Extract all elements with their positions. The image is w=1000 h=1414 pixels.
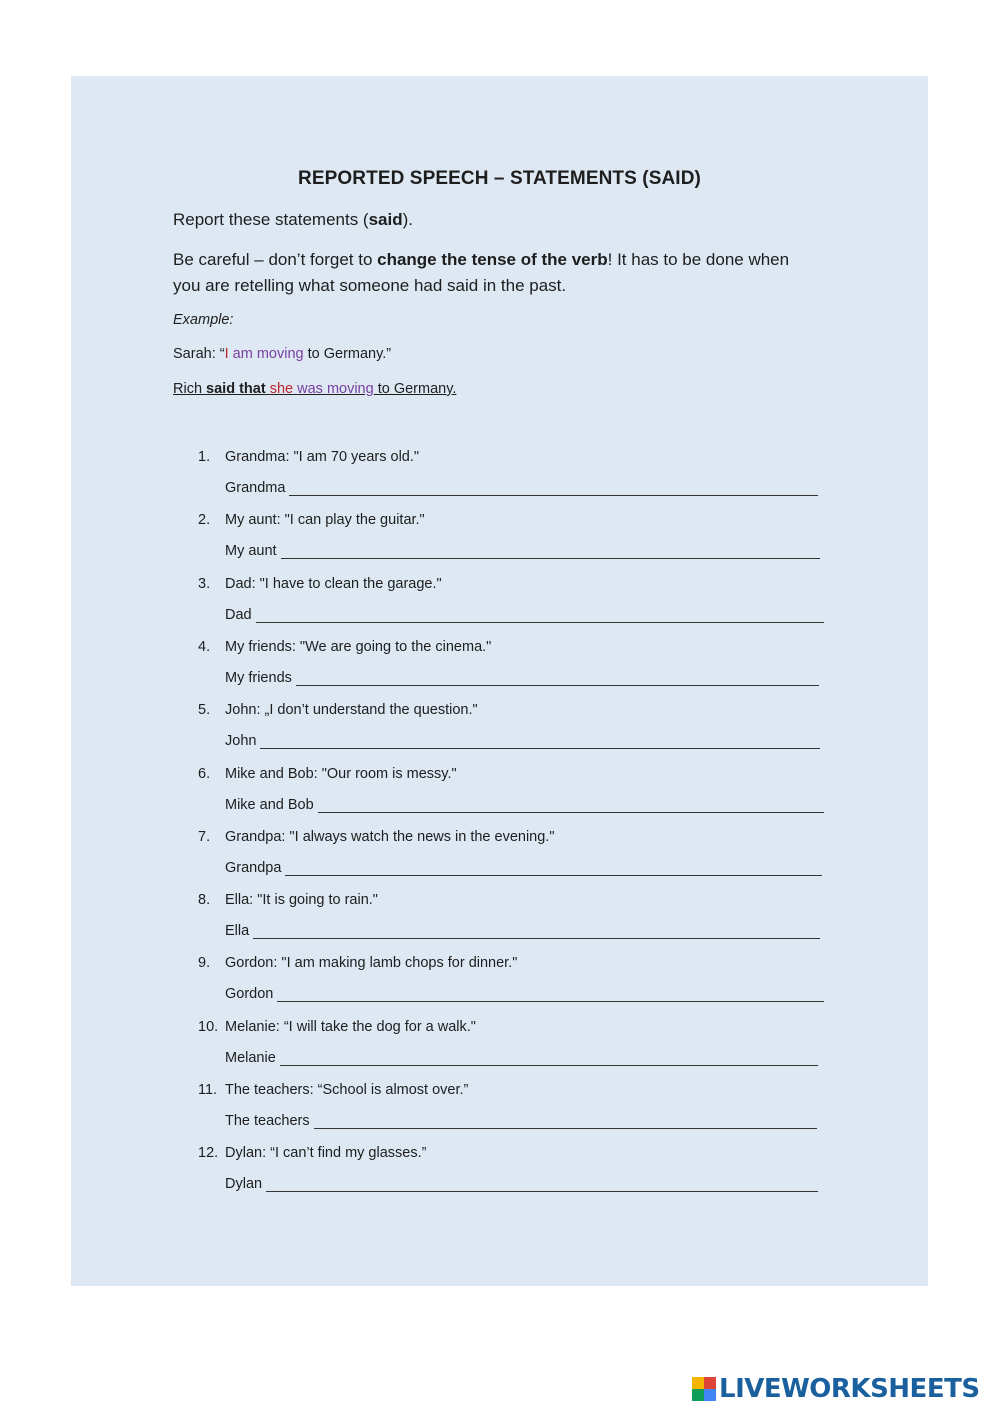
question-text: John: „I don’t understand the question." xyxy=(225,702,478,719)
liveworksheets-logo-icon xyxy=(692,1377,716,1401)
question-text: Gordon: "I am making lamb chops for dinner." xyxy=(225,955,518,972)
item-number: 11. xyxy=(198,1082,218,1098)
question-text: Grandpa: "I always watch the news in the evening." xyxy=(225,828,555,845)
question-text: Mike and Bob: "Our room is messy." xyxy=(225,765,457,782)
answer-row xyxy=(225,607,824,623)
exercise-question xyxy=(198,512,425,528)
item-number: 2. xyxy=(198,512,211,529)
question-text: My friends: "We are going to the cinema." xyxy=(225,638,492,655)
question-text: Ella: "It is going to rain." xyxy=(225,892,378,909)
logo-text: LIVEWORKSHEETS xyxy=(719,1374,980,1404)
answer-blank[interactable] xyxy=(260,733,820,749)
answer-prompt: The teachers xyxy=(225,1113,310,1129)
answer-row xyxy=(225,480,818,496)
exercise-question xyxy=(198,702,478,718)
answer-row xyxy=(225,733,820,749)
exercise-question xyxy=(198,1019,476,1035)
tense-note: Be careful – don’t forget to change the tense of the verb! It has to be done when you are retelling what someone had said in the past. xyxy=(173,250,790,295)
answer-blank[interactable] xyxy=(289,480,818,496)
question-text: The teachers: “School is almost over.” xyxy=(225,1082,469,1098)
item-number: 6. xyxy=(198,765,211,782)
answer-blank[interactable] xyxy=(266,1176,818,1192)
item-number: 9. xyxy=(198,955,211,972)
question-text: Melanie: “I will take the dog for a walk." xyxy=(225,1018,476,1035)
answer-blank[interactable] xyxy=(253,923,820,939)
example-label: Example: xyxy=(173,312,234,328)
item-number: 12. xyxy=(198,1145,219,1162)
question-text: My aunt: "I can play the guitar." xyxy=(225,512,425,529)
answer-blank[interactable] xyxy=(285,860,822,876)
answer-prompt: Dylan xyxy=(225,1176,263,1193)
exercise-question xyxy=(198,1145,426,1161)
answer-prompt: Mike and Bob xyxy=(225,796,314,813)
item-number: 1. xyxy=(198,449,211,465)
item-number: 8. xyxy=(198,892,211,909)
exercise-question xyxy=(198,639,491,655)
exercise-question xyxy=(198,766,457,782)
answer-blank[interactable] xyxy=(256,607,824,623)
item-number: 10. xyxy=(198,1018,219,1035)
item-number: 3. xyxy=(198,575,211,592)
answer-blank[interactable] xyxy=(277,986,824,1002)
answer-blank[interactable] xyxy=(281,543,820,559)
answer-row xyxy=(225,923,820,939)
answer-blank[interactable] xyxy=(314,1113,817,1129)
item-number: 5. xyxy=(198,702,211,719)
answer-blank[interactable] xyxy=(296,670,819,686)
instruction-text: Report these statements (said). xyxy=(173,210,414,229)
exercise-question xyxy=(198,892,378,908)
exercise-question xyxy=(198,1082,468,1098)
exercise-question xyxy=(198,829,554,845)
exercise-question xyxy=(198,449,419,465)
item-number: 4. xyxy=(198,638,211,655)
answer-row xyxy=(225,543,820,559)
answer-prompt: My aunt xyxy=(225,543,277,560)
answer-row xyxy=(225,797,824,813)
question-text: Dylan: “I can’t find my glasses.” xyxy=(225,1145,427,1162)
answer-prompt: John xyxy=(225,733,257,750)
answer-row xyxy=(225,986,824,1002)
liveworksheets-logo[interactable] xyxy=(692,1374,980,1404)
answer-prompt: My friends xyxy=(225,669,292,686)
answer-prompt: Melanie xyxy=(225,1049,276,1066)
worksheet-title: REPORTED SPEECH – STATEMENTS (SAID) xyxy=(298,168,701,189)
answer-row xyxy=(225,1050,818,1066)
exercise-question xyxy=(198,576,442,592)
answer-prompt: Grandma xyxy=(225,480,286,496)
answer-prompt: Dad xyxy=(225,606,252,623)
exercise-question xyxy=(198,955,517,971)
example-answer: Rich said that she was moving to Germany. xyxy=(173,381,457,397)
question-text: Dad: "I have to clean the garage." xyxy=(225,575,442,592)
question-text: Grandma: "I am 70 years old." xyxy=(225,449,420,465)
answer-prompt: Grandpa xyxy=(225,859,282,876)
item-number: 7. xyxy=(198,828,211,845)
answer-row xyxy=(225,670,819,686)
answer-row xyxy=(225,860,822,876)
answer-prompt: Gordon xyxy=(225,986,274,1003)
answer-blank[interactable] xyxy=(280,1050,818,1066)
answer-row xyxy=(225,1113,817,1129)
answer-blank[interactable] xyxy=(318,797,824,813)
answer-row xyxy=(225,1176,818,1192)
worksheet-page xyxy=(71,76,928,1286)
answer-prompt: Ella xyxy=(225,923,250,940)
example-quote: Sarah: “I am moving to Germany.” xyxy=(173,346,392,362)
